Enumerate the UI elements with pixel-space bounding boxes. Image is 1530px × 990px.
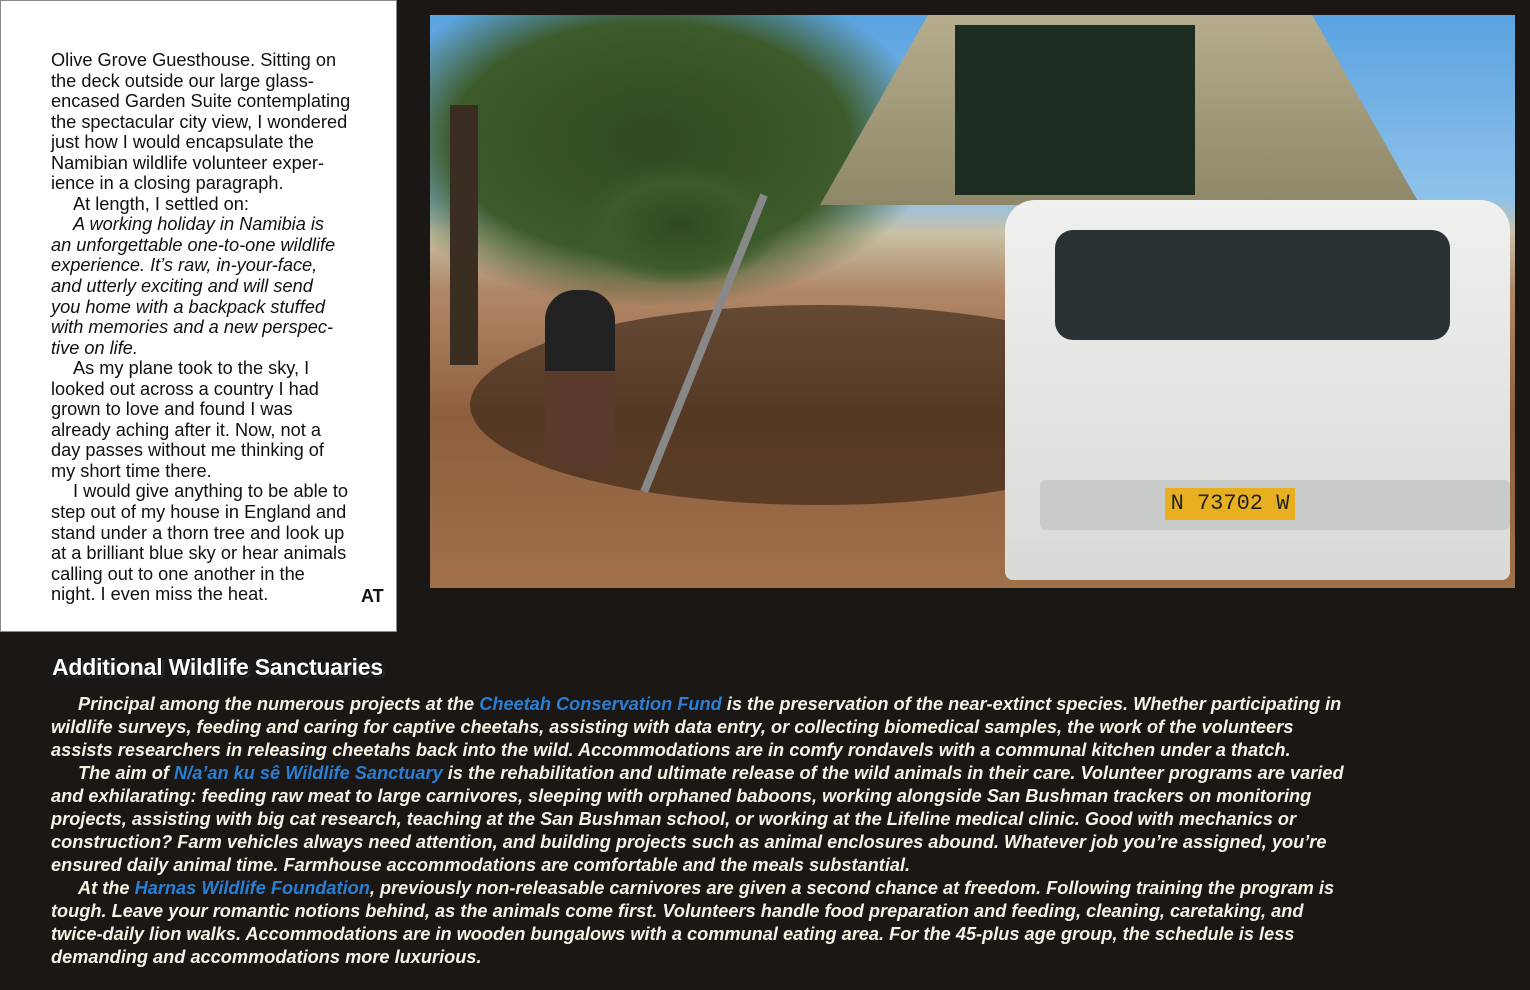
section-line (51, 739, 1344, 762)
organization-link[interactable]: Harnas Wildlife Foundation (134, 878, 370, 898)
article-line: step out of my house in England and (51, 502, 347, 523)
article-line: calling out to one another in the (51, 563, 305, 584)
text-segment: , previously non-releasable carnivores are given a second chance at freedom. Following training the program is (369, 878, 1335, 898)
section-line (51, 877, 1344, 900)
article-line: the deck outside our large glass- (51, 70, 314, 91)
article-line: at a brilliant blue sky or hear animals (51, 543, 347, 564)
section-line (51, 716, 1344, 739)
article-line: A working holiday in Namibia is (73, 214, 325, 235)
text-segment: is the rehabilitation and ultimate release of the wild animals in their care. Volunteer programs are varied (442, 763, 1344, 783)
article-line: and utterly exciting and will send (51, 276, 313, 297)
article-line: my short time there. (51, 460, 212, 481)
text-segment: demanding and accommodations more luxurious. (51, 947, 482, 967)
truck-rear-window (1055, 230, 1450, 340)
text-segment: is the preservation of the near-extinct species. Whether participating in (721, 694, 1342, 714)
text-segment: ensured daily animal time. Farmhouse accommodations are comfortable and the meals substantial. (51, 855, 911, 875)
section-line (51, 854, 1344, 877)
article-line: already aching after it. Now, not a (51, 419, 321, 440)
section-line (51, 693, 1344, 716)
article-column (51, 50, 391, 605)
article-line: tive on life. (51, 337, 138, 358)
text-segment: Principal among the numerous projects at the (78, 694, 480, 714)
text-segment: projects, assisting with big cat research, teaching at the San Bushman school, or working at the Lifeline medical clinic. Good with mechanics or (51, 809, 1297, 829)
campsite-photo (430, 15, 1515, 588)
author-initials: AT (361, 586, 384, 606)
article-line: At length, I settled on: (73, 193, 249, 214)
section-line (51, 900, 1344, 923)
article-line: ience in a closing paragraph. (51, 173, 284, 194)
section-line (51, 785, 1344, 808)
section-line (51, 946, 1344, 969)
text-segment: tough. Leave your romantic notions behind, as the animals come first. Volunteers handle food preparation and feeding, cleaning, caretaking, and (51, 901, 1304, 921)
text-segment: and exhilarating: feeding raw meat to large carnivores, sleeping with orphaned baboons, working alongside San Bushman trackers on monitoring (51, 786, 1312, 806)
organization-link[interactable]: N/a’an ku sê Wildlife Sanctuary (174, 763, 443, 783)
article-line: experience. It’s raw, in-your-face, (51, 255, 318, 276)
tree-trunk (450, 105, 478, 365)
text-segment: twice-daily lion walks. Accommodations are in wooden bungalows with a communal eating area. For the 45-plus age group, the schedule is less (51, 924, 1295, 944)
text-segment: At the (78, 878, 135, 898)
article-line: encased Garden Suite contemplating (51, 91, 351, 112)
article-line: just how I would encapsulate the (51, 132, 314, 153)
article-line: stand under a thorn tree and look up (51, 522, 345, 543)
left-text-panel (0, 0, 397, 632)
article-line: Olive Grove Guesthouse. Sitting on (51, 50, 337, 70)
article-line: with memories and a new perspec- (51, 317, 334, 338)
text-segment: wildlife surveys, feeding and caring for captive cheetahs, assisting with data entry, or collecting biomedical samples, the work of the volunteers (51, 717, 1294, 737)
license-plate: N 73702 W (1165, 488, 1295, 520)
article-line: an unforgettable one-to-one wildlife (51, 234, 336, 255)
article-line: night. I even miss the heat. (51, 584, 269, 605)
article-line: day passes without me thinking of (51, 440, 324, 461)
section-line (51, 923, 1344, 946)
organization-link[interactable]: Cheetah Conservation Fund (479, 694, 722, 714)
article-line: grown to love and found I was (51, 399, 293, 420)
section-heading: Additional Wildlife Sanctuaries (52, 654, 383, 680)
article-line: As my plane took to the sky, I (73, 358, 310, 379)
text-segment: assists researchers in releasing cheetahs back into the wild. Accommodations are in comfy rondavels with a communal kitchen under a thatch. (51, 740, 1291, 760)
seated-person (545, 290, 615, 470)
section-line (51, 808, 1344, 831)
article-line: Namibian wildlife volunteer exper- (51, 152, 324, 173)
article-line: you home with a backpack stuffed (51, 296, 325, 317)
tent-door (955, 25, 1195, 195)
section-body (51, 693, 1344, 969)
section-line (51, 762, 1344, 785)
article-line: the spectacular city view, I wondered (51, 111, 348, 132)
article-line: I would give anything to be able to (73, 481, 349, 502)
article-line: looked out across a country I had (51, 378, 319, 399)
text-segment: construction? Farm vehicles always need attention, and building projects such as animal enclosures abound. Whatever job you’re assigned, you’re (51, 832, 1327, 852)
section-line (51, 831, 1344, 854)
text-segment: The aim of (78, 763, 174, 783)
